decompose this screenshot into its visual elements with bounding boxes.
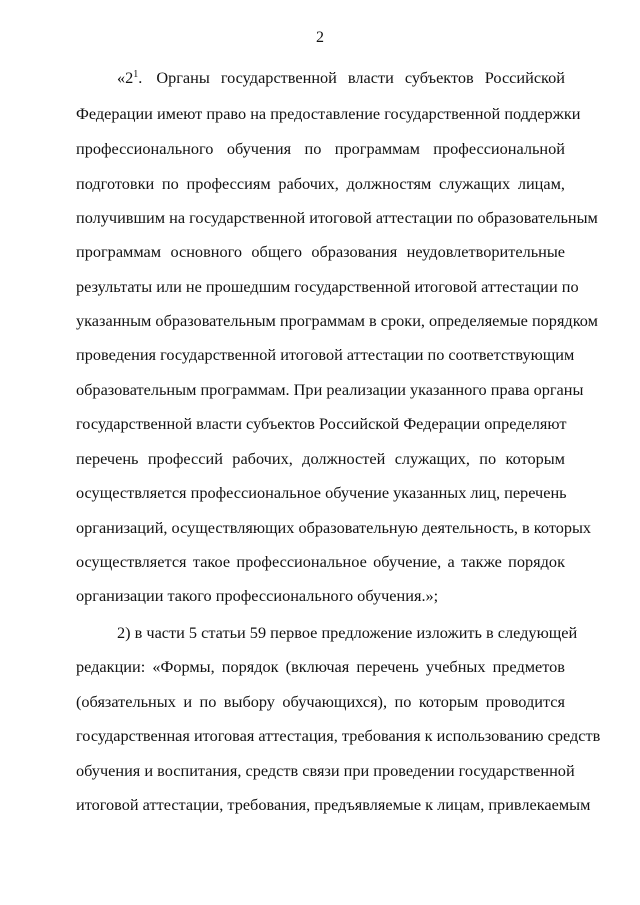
paragraph-1-line-15: осуществляется такое профессиональное обучение, а также порядок (76, 552, 565, 571)
paragraph-1-line-12: перечень профессий рабочих, должностей служащих, по которым (76, 449, 565, 468)
paragraph-2-line-3: (обязательных и по выбору обучающихся), по которым проводится (76, 692, 565, 711)
paragraph-2-line-6: итоговой аттестации, требования, предъявляемые к лицам, привлекаемым (76, 795, 591, 814)
paragraph-1-line-3: профессионального обучения по программам профессиональной (76, 139, 565, 158)
paragraph-1-line-1 (117, 68, 565, 88)
paragraph-1-line-11: государственной власти субъектов Российской Федерации определяют (76, 414, 567, 433)
line-text: Органы государственной власти субъектов Российской (156, 68, 565, 87)
paragraph-2-line-1: 2) в части 5 статьи 59 первое предложение изложить в следующей (117, 623, 578, 642)
paragraph-2-line-2: редакции: «Формы, порядок (включая перечень учебных предметов (76, 657, 565, 676)
page-number: 2 (316, 29, 324, 46)
item-marker-superscript: 1 (133, 69, 139, 80)
paragraph-1-line-9: проведения государственной итоговой аттестации по соответствующим (76, 345, 575, 364)
paragraph-2-line-5: обучения и воспитания, средств связи при проведении государственной (76, 761, 575, 780)
paragraph-1-line-10: образовательным программам. При реализации указанного права органы (76, 380, 584, 399)
paragraph-1-line-13: осуществляется профессиональное обучение указанных лиц, перечень (76, 483, 567, 502)
paragraph-1-line-14: организаций, осуществляющих образовательную деятельность, в которых (76, 518, 592, 537)
paragraph-1-line-4: подготовки по профессиям рабочих, должностям служащих лицам, (76, 174, 565, 193)
item-marker: «$2^1$. (117, 68, 143, 87)
paragraph-1-line-7: результаты или не прошедшим государственной итоговой аттестации по (76, 277, 579, 296)
paragraph-1-line-16: организации такого профессионального обучения.»; (76, 586, 439, 605)
paragraph-1-line-5: получившим на государственной итоговой аттестации по образовательным (76, 208, 598, 227)
paragraph-2-line-4: государственная итоговая аттестация, требования к использованию средств (76, 726, 601, 745)
paragraph-1-line-8: указанным образовательным программам в сроки, определяемые порядком (76, 311, 598, 330)
paragraph-1-line-6: программам основного общего образования неудовлетворительные (76, 242, 565, 261)
paragraph-1-line-2: Федерации имеют право на предоставление государственной поддержки (76, 104, 581, 123)
